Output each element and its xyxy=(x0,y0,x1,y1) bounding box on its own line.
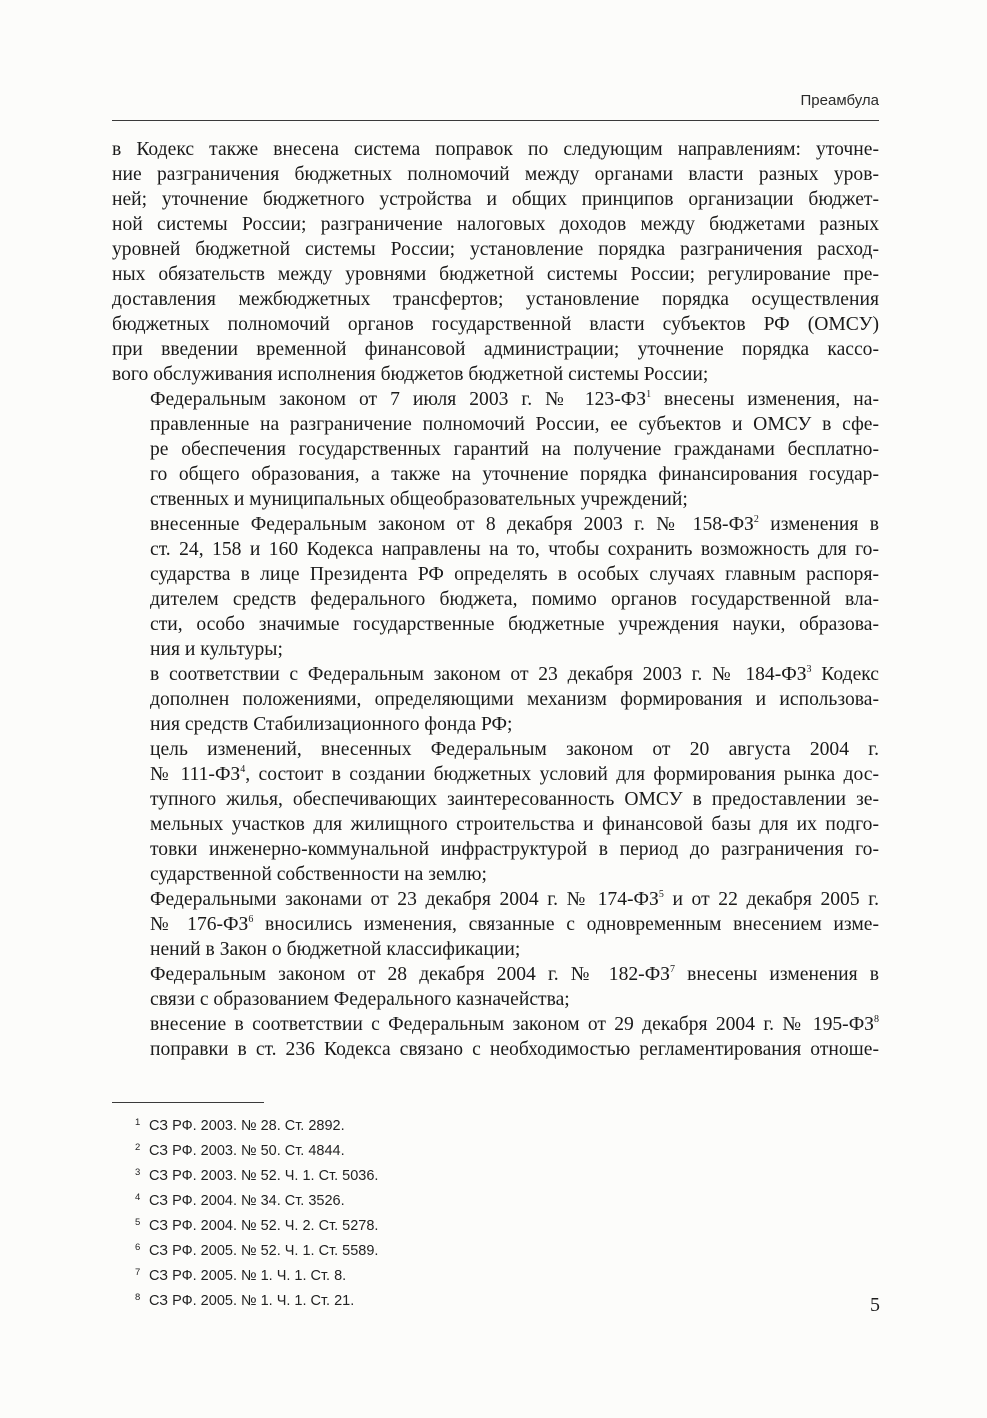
text-line xyxy=(112,137,879,162)
footnote-text: СЗ РФ. 2005. № 1. Ч. 1. Ст. 21. xyxy=(149,1293,355,1309)
text-run: изменения в xyxy=(758,514,879,535)
text-line xyxy=(112,812,879,837)
footnote-number: 1 xyxy=(135,1117,141,1128)
text-line xyxy=(112,512,879,537)
text-line xyxy=(112,387,879,412)
text-run: поправки в ст. 236 Кодекса связано с необходимостью регламентирования отноше- xyxy=(150,1039,879,1060)
footnote xyxy=(135,1162,378,1187)
footnote xyxy=(135,1112,378,1137)
text-run: Кодекс xyxy=(811,664,880,685)
footnote-text: СЗ РФ. 2003. № 52. Ч. 1. Ст. 5036. xyxy=(149,1168,379,1184)
text-line xyxy=(112,862,879,887)
text-run: сударства в лице Президента РФ определять в особых случаях главным распоря- xyxy=(150,564,879,585)
text-line xyxy=(112,987,879,1012)
text-run: мельных участков для жилищного строительства и финансовой базы для их подго- xyxy=(150,814,879,835)
text-line xyxy=(112,562,879,587)
text-line xyxy=(112,837,879,862)
footnote-reference[interactable]: 4 xyxy=(240,764,246,775)
text-run: в Кодекс также внесена система поправок по следующим направлениям: уточне- xyxy=(112,139,879,160)
text-run: доставления межбюджетных трансфертов; установление порядка осуществления xyxy=(112,289,879,310)
text-line xyxy=(112,887,879,912)
text-run: уровней бюджетной системы России; установление порядка разграничения расход- xyxy=(112,239,879,260)
footnote-text: СЗ РФ. 2003. № 50. Ст. 4844. xyxy=(149,1143,345,1159)
text-run: правленные на разграничение полномочий России, ее субъектов и ОМСУ в сфе- xyxy=(150,414,879,435)
footnote-text: СЗ РФ. 2005. № 52. Ч. 1. Ст. 5589. xyxy=(149,1243,379,1259)
text-line xyxy=(112,462,879,487)
text-run: нений в Закон о бюджетной классификации; xyxy=(150,939,521,960)
text-line xyxy=(112,962,879,987)
text-line xyxy=(112,712,879,737)
header-rule xyxy=(112,120,879,121)
text-run: го общего образования, а также на уточнение порядка финансирования государ- xyxy=(150,464,879,485)
paragraph xyxy=(112,662,879,737)
footnote-text: СЗ РФ. 2003. № 28. Ст. 2892. xyxy=(149,1118,345,1134)
footnote xyxy=(135,1237,378,1262)
page-number: 5 xyxy=(870,1294,880,1316)
text-run: Федеральными законами от 23 декабря 2004 г. № 174-ФЗ xyxy=(150,889,659,910)
footnote-text: СЗ РФ. 2004. № 52. Ч. 2. Ст. 5278. xyxy=(149,1218,379,1234)
text-line xyxy=(112,312,879,337)
text-run: сударственной собственности на землю; xyxy=(150,864,487,885)
text-line xyxy=(112,737,879,762)
footnote-reference[interactable]: 5 xyxy=(658,889,664,900)
text-run: ние разграничения бюджетных полномочий между органами власти разных уров- xyxy=(112,164,879,185)
text-run: в соответствии с Федеральным законом от 23 декабря 2003 г. № 184-ФЗ xyxy=(150,664,807,685)
text-line xyxy=(112,262,879,287)
text-run: дителем средств федерального бюджета, помимо органов государственной вла- xyxy=(150,589,879,610)
footnote xyxy=(135,1212,378,1237)
text-run: дополнен положениями, определяющими механизм формирования и использова- xyxy=(150,689,879,710)
text-run: ных обязательств между уровнями бюджетной системы России; регулирование пре- xyxy=(112,264,879,285)
paragraph xyxy=(112,387,879,512)
text-run: товки инженерно-коммунальной инфраструктурой в период до разграничения го- xyxy=(150,839,879,860)
text-run: сти, особо значимые государственные бюджетные учреждения науки, образова- xyxy=(150,614,879,635)
text-run: № 176-ФЗ xyxy=(150,914,249,935)
text-run: ней; уточнение бюджетного устройства и общих принципов организации бюджет- xyxy=(112,189,879,210)
paragraph xyxy=(112,962,879,1012)
footnote-number: 2 xyxy=(135,1142,141,1153)
footnote-separator xyxy=(112,1102,264,1103)
text-run: ния и культуры; xyxy=(150,639,283,660)
paragraph xyxy=(112,512,879,662)
text-run: вого обслуживания исполнения бюджетов бюджетной системы России; xyxy=(112,364,709,385)
text-run: цель изменений, внесенных Федеральным законом от 20 августа 2004 г. xyxy=(150,739,879,760)
text-line xyxy=(112,912,879,937)
paragraph xyxy=(112,137,879,387)
footnote-text: СЗ РФ. 2005. № 1. Ч. 1. Ст. 8. xyxy=(149,1268,347,1284)
text-line xyxy=(112,362,879,387)
text-line xyxy=(112,187,879,212)
text-run: тупного жилья, обеспечивающих заинтересованность ОМСУ в предоставлении зе- xyxy=(150,789,879,810)
footnote-reference[interactable]: 6 xyxy=(248,914,254,925)
text-run: внесены изменения в xyxy=(675,964,879,985)
text-run: вносились изменения, связанные с одновременным внесением изме- xyxy=(253,914,879,935)
text-run: ной системы России; разграничение налоговых доходов между бюджетами разных xyxy=(112,214,879,235)
text-line xyxy=(112,687,879,712)
paragraph xyxy=(112,1012,879,1062)
text-line xyxy=(112,287,879,312)
text-run: № 111-ФЗ xyxy=(150,764,241,785)
footnote-number: 5 xyxy=(135,1217,141,1228)
text-run: при введении временной финансовой администрации; уточнение порядка кассо- xyxy=(112,339,879,360)
footnote-reference[interactable]: 7 xyxy=(670,964,675,975)
footnote-reference[interactable]: 1 xyxy=(646,389,652,400)
footnote-number: 6 xyxy=(135,1242,141,1253)
text-line xyxy=(112,637,879,662)
running-header: Преамбула xyxy=(800,92,879,109)
text-run: связи с образованием Федерального казначейства; xyxy=(150,989,570,1010)
text-run: внесены изменения, на- xyxy=(651,389,879,410)
text-line xyxy=(112,537,879,562)
footnote xyxy=(135,1262,378,1287)
footnote-reference[interactable]: 8 xyxy=(874,1014,879,1025)
text-line xyxy=(112,1037,879,1062)
text-run: бюджетных полномочий органов государственной власти субъектов РФ (ОМСУ) xyxy=(112,314,879,335)
footnote xyxy=(135,1287,378,1312)
footnote-text: СЗ РФ. 2004. № 34. Ст. 3526. xyxy=(149,1193,345,1209)
text-line xyxy=(112,437,879,462)
text-line xyxy=(112,162,879,187)
text-run: внесение в соответствии с Федеральным законом от 29 декабря 2004 г. № 195-ФЗ xyxy=(150,1014,874,1035)
text-run: ре обеспечения государственных гарантий на получение гражданами бесплатно- xyxy=(150,439,879,460)
footnote-number: 3 xyxy=(135,1167,141,1178)
text-line xyxy=(112,762,879,787)
paragraph xyxy=(112,737,879,887)
text-line xyxy=(112,212,879,237)
text-run: ст. 24, 158 и 160 Кодекса направлены на то, чтобы сохранить возможность для го- xyxy=(150,539,879,560)
text-run: ственных и муниципальных общеобразовательных учреждений; xyxy=(150,489,688,510)
footnotes-list xyxy=(135,1112,378,1312)
footnote-number: 7 xyxy=(135,1267,141,1278)
text-line xyxy=(112,787,879,812)
footnote xyxy=(135,1137,378,1162)
text-line xyxy=(112,412,879,437)
body-text xyxy=(112,137,879,1062)
footnote-reference[interactable]: 3 xyxy=(806,664,812,675)
footnote-reference[interactable]: 2 xyxy=(753,514,759,525)
text-line xyxy=(112,937,879,962)
footnote-number: 4 xyxy=(135,1192,141,1203)
text-run: Федеральным законом от 7 июля 2003 г. № 123-ФЗ xyxy=(150,389,647,410)
text-line xyxy=(112,587,879,612)
text-run: внесенные Федеральным законом от 8 декабря 2003 г. № 158-ФЗ xyxy=(150,514,754,535)
text-run: , состоит в создании бюджетных условий для формирования рынка дос- xyxy=(245,764,880,785)
paragraph xyxy=(112,887,879,962)
text-run: ния средств Стабилизационного фонда РФ; xyxy=(150,714,513,735)
text-run: и от 22 декабря 2005 г. xyxy=(663,889,879,910)
text-line xyxy=(112,662,879,687)
text-run: Федеральным законом от 28 декабря 2004 г. № 182-ФЗ xyxy=(150,964,670,985)
text-line xyxy=(112,487,879,512)
text-line xyxy=(112,1012,879,1037)
footnote-number: 8 xyxy=(135,1292,141,1303)
text-line xyxy=(112,337,879,362)
text-line xyxy=(112,237,879,262)
text-line xyxy=(112,612,879,637)
footnote xyxy=(135,1187,378,1212)
